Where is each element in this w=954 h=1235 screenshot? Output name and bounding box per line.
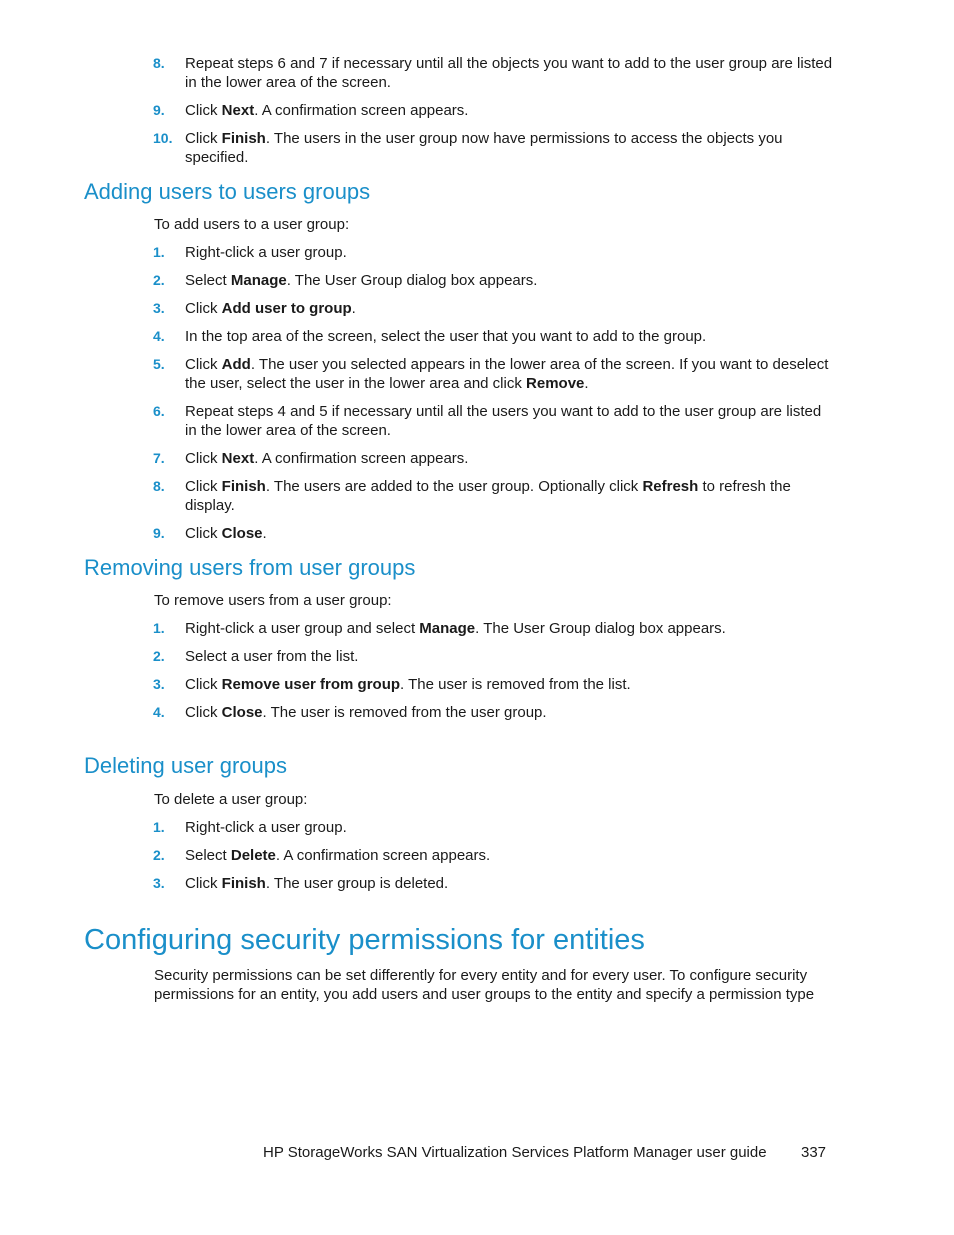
list-item bbox=[0, 524, 954, 543]
list-item bbox=[0, 703, 954, 722]
step-text: Right-click a user group. bbox=[185, 819, 347, 836]
step-text: Click Finish. The users in the user group now have permissions to access the objects you specified. bbox=[185, 130, 783, 166]
list-item bbox=[0, 846, 954, 865]
section-intro: To add users to a user group: bbox=[154, 216, 350, 233]
step-text: Click Add user to group. bbox=[185, 300, 356, 317]
list-item bbox=[0, 402, 954, 440]
step-number: 3. bbox=[153, 676, 165, 692]
continued-steps-section bbox=[0, 54, 954, 176]
ui-term: Finish bbox=[221, 478, 266, 495]
list-item bbox=[0, 243, 954, 262]
step-number: 2. bbox=[153, 847, 165, 863]
step-text: Right-click a user group. bbox=[185, 244, 347, 261]
page-number: 337 bbox=[801, 1144, 827, 1161]
list-item bbox=[0, 355, 954, 393]
step-text: Repeat steps 6 and 7 if necessary until all the objects you want to add to the user group are listed in the lower area of the screen. bbox=[185, 55, 833, 91]
step-number: 1. bbox=[153, 819, 165, 835]
step-list bbox=[0, 619, 954, 722]
step-number: 10. bbox=[153, 130, 173, 146]
step-text: Click Close. The user is removed from the user group. bbox=[185, 704, 547, 721]
step-text: Right-click a user group and select Manage. The User Group dialog box appears. bbox=[185, 620, 726, 637]
list-item bbox=[0, 874, 954, 893]
chapter-heading: Configuring security permissions for entities bbox=[84, 924, 645, 956]
ui-term: Add user to group bbox=[221, 300, 352, 317]
step-number: 8. bbox=[153, 55, 165, 71]
step-number: 1. bbox=[153, 620, 165, 636]
section-intro: To delete a user group: bbox=[154, 791, 308, 808]
list-item bbox=[0, 271, 954, 290]
ui-term: Finish bbox=[221, 130, 266, 147]
footer-title: HP StorageWorks SAN Virtualization Services Platform Manager user guide bbox=[263, 1144, 767, 1161]
step-text: Click Finish. The user group is deleted. bbox=[185, 875, 449, 892]
step-list bbox=[0, 818, 954, 893]
step-number: 7. bbox=[153, 450, 165, 466]
step-text: Click Add. The user you selected appears in the lower area of the screen. If you want to deselect the user, select the user in the lower area and click Remove. bbox=[185, 356, 829, 392]
list-item bbox=[0, 675, 954, 694]
section-heading: Deleting user groups bbox=[84, 753, 288, 778]
step-text: In the top area of the screen, select the user that you want to add to the group. bbox=[185, 328, 707, 345]
step-text: Click Remove user from group. The user is removed from the list. bbox=[185, 676, 631, 693]
body-paragraph: Security permissions can be set differently for every entity and for every user. To configure security permissions for an entity, you add users and user groups to the entity and specify a permission type bbox=[154, 967, 815, 1003]
step-text: Click Finish. The users are added to the user group. Optionally click Refresh to refresh the display. bbox=[185, 478, 791, 514]
step-text: Select a user from the list. bbox=[185, 648, 359, 665]
deleting-groups-section bbox=[0, 752, 954, 902]
ui-term: Manage bbox=[419, 620, 476, 637]
section-heading: Adding users to users groups bbox=[84, 179, 371, 204]
step-number: 8. bbox=[153, 478, 165, 494]
removing-users-section bbox=[0, 554, 954, 731]
list-item bbox=[0, 477, 954, 515]
ui-term: Next bbox=[221, 102, 255, 119]
ui-term: Delete bbox=[230, 847, 276, 864]
step-text: Click Next. A confirmation screen appears. bbox=[185, 450, 469, 467]
configuring-permissions-section bbox=[0, 922, 954, 1004]
step-number: 2. bbox=[153, 648, 165, 664]
list-item bbox=[0, 101, 954, 120]
step-text: Click Close. bbox=[185, 525, 267, 542]
ui-term: Close bbox=[221, 704, 263, 721]
step-number: 5. bbox=[153, 356, 165, 372]
step-number: 3. bbox=[153, 300, 165, 316]
step-number: 4. bbox=[153, 328, 165, 344]
ui-term: Add bbox=[221, 356, 251, 373]
adding-users-section bbox=[0, 178, 954, 552]
list-item bbox=[0, 619, 954, 638]
step-text: Click Next. A confirmation screen appears. bbox=[185, 102, 469, 119]
ui-term: Finish bbox=[221, 875, 266, 892]
section-heading: Removing users from user groups bbox=[84, 555, 416, 580]
list-item bbox=[0, 818, 954, 837]
step-number: 4. bbox=[153, 704, 165, 720]
step-number: 2. bbox=[153, 272, 165, 288]
ui-term: Close bbox=[221, 525, 263, 542]
step-text: Select Delete. A confirmation screen appears. bbox=[185, 847, 491, 864]
list-item bbox=[0, 129, 954, 167]
list-item bbox=[0, 299, 954, 318]
step-number: 1. bbox=[153, 244, 165, 260]
section-intro: To remove users from a user group: bbox=[154, 592, 392, 609]
ui-term: Remove bbox=[526, 375, 585, 392]
step-list bbox=[0, 54, 954, 167]
list-item bbox=[0, 449, 954, 468]
list-item bbox=[0, 327, 954, 346]
ui-term: Manage bbox=[230, 272, 287, 289]
step-number: 9. bbox=[153, 525, 165, 541]
step-number: 3. bbox=[153, 875, 165, 891]
step-number: 9. bbox=[153, 102, 165, 118]
list-item bbox=[0, 54, 954, 92]
ui-term: Remove user from group bbox=[221, 676, 401, 693]
ui-term: Refresh bbox=[642, 478, 699, 495]
list-item bbox=[0, 647, 954, 666]
step-text: Select Manage. The User Group dialog box appears. bbox=[185, 272, 538, 289]
ui-term: Next bbox=[221, 450, 255, 467]
step-list bbox=[0, 243, 954, 543]
step-text: Repeat steps 4 and 5 if necessary until all the users you want to add to the user group are listed in the lower area of the screen. bbox=[185, 403, 822, 439]
step-number: 6. bbox=[153, 403, 165, 419]
